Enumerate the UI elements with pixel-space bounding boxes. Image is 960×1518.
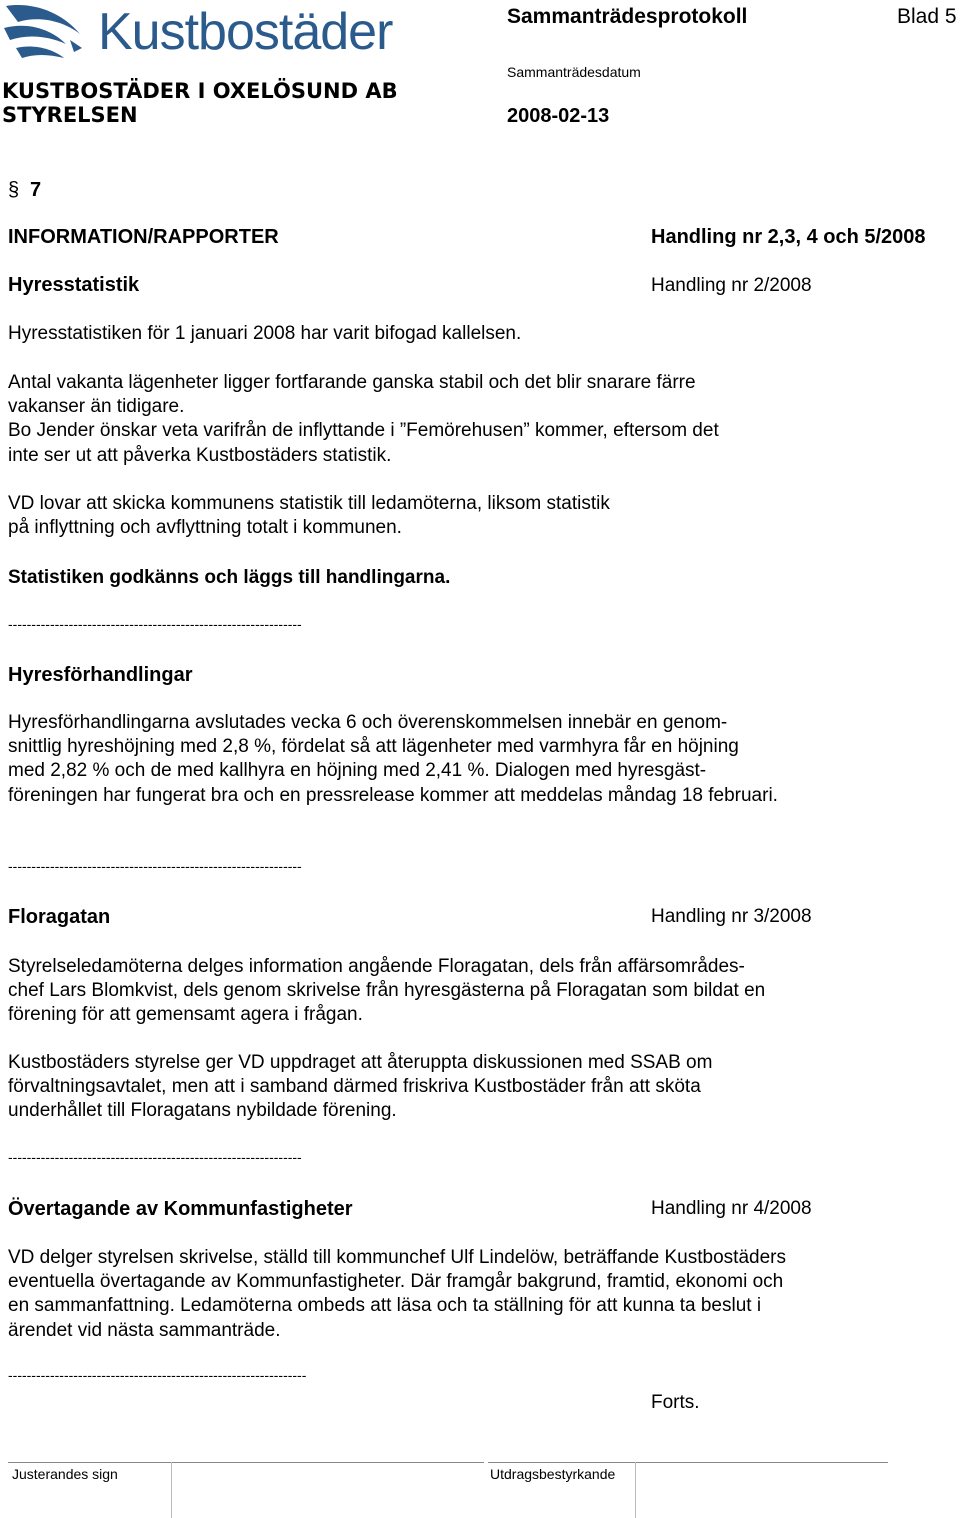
- paragraph-hyresstatistik-3: VD lovar att skicka kommunens statistik till ledamöterna, liksom statistik på inflyttning och avflyttning totalt i kommunen.: [8, 493, 610, 539]
- section-number: 7: [30, 179, 42, 201]
- company-name: KUSTBOSTÄDER I OXELÖSUND AB: [2, 79, 398, 103]
- logo-mark-icon: [0, 0, 90, 66]
- paragraph-floragatan-1: Styrelseledamöterna delges information angående Floragatan, dels från affärsområdes- chef Lars Blomkvist, dels genom skrivelse från hyresgästerna på Floragatan som bildat en förening för att gemensamt agera i frågan.: [8, 956, 766, 1026]
- footer-justerandes-sign: Justerandes sign: [12, 1466, 118, 1482]
- page-number: Blad 5: [897, 5, 957, 28]
- paragraph-hyresstatistik-2: Antal vakanta lägenheter ligger fortfarande ganska stabil och det blir snarare färre vakanser än tidigare. Bo Jender önskar veta varifrån de inflyttande i ”Femörehusen” kommer, eftersom det inte ser ut att påverka Kustbostäders statistik.: [8, 372, 719, 466]
- footer-rule-right: [488, 1462, 888, 1463]
- heading-floragatan: Floragatan: [8, 906, 111, 928]
- separator: ---------------------------------------------------------------: [8, 616, 302, 632]
- heading-hyresstatistik: Hyresstatistik: [8, 274, 140, 296]
- continued-label: Forts.: [651, 1392, 700, 1413]
- heading-overtagande: Övertagande av Kommunfastigheter: [8, 1198, 353, 1220]
- logo-wordmark: Kustbostäder: [98, 3, 393, 61]
- footer-divider: [635, 1462, 636, 1518]
- separator: ---------------------------------------------------------------: [8, 858, 302, 874]
- meeting-date: 2008-02-13: [507, 105, 610, 127]
- paragraph-overtagande: VD delger styrelsen skrivelse, ställd till kommunchef Ulf Lindelöw, beträffande Kustbostäders eventuella övertagande av Kommunfastigheter. Där framgår bakgrund, framtid, ekonomi och en sammanfattning. Ledamöterna ombeds att läsa och ta ställning för att kunna ta beslut i ärendet vid nästa sammanträde.: [8, 1247, 786, 1341]
- footer-rule-left: [8, 1462, 484, 1463]
- board-label: STYRELSEN: [2, 103, 138, 127]
- date-label: Sammanträdesdatum: [507, 64, 641, 80]
- footer-utdragsbestyrkande: Utdragsbestyrkande: [490, 1466, 616, 1482]
- company-logo: [0, 0, 440, 66]
- paragraph-floragatan-2: Kustbostäders styrelse ger VD uppdraget att återuppta diskussionen med SSAB om förvaltningsavtalet, men att i samband därmed friskriva Kustbostäder från att sköta underhållet till Floragatans nybildade förening.: [8, 1052, 713, 1122]
- paragraph-hyresstatistik-1: Hyresstatistiken för 1 januari 2008 har varit bifogad kallelsen.: [8, 323, 522, 344]
- handling-overtagande: Handling nr 4/2008: [651, 1198, 812, 1219]
- decision-hyresstatistik: Statistiken godkänns och läggs till handlingarna.: [8, 567, 451, 588]
- heading-hyresforhandlingar: Hyresförhandlingar: [8, 664, 193, 686]
- separator: ---------------------------------------------------------------: [8, 1149, 302, 1165]
- handling-floragatan: Handling nr 3/2008: [651, 906, 812, 927]
- footer-divider: [171, 1462, 172, 1518]
- section-symbol: §: [8, 179, 20, 201]
- handling-hyresstatistik: Handling nr 2/2008: [651, 275, 812, 296]
- section-handling: Handling nr 2,3, 4 och 5/2008: [651, 226, 926, 248]
- separator: ----------------------------------------------------------------: [8, 1367, 307, 1383]
- paragraph-hyresforhandlingar: Hyresförhandlingarna avslutades vecka 6 och överenskommelsen innebär en genom- snittlig hyreshöjning med 2,8 %, fördelat så att lägenheter med varmhyra får en höjning med 2,82 % och de med kallhyra en höjning med 2,41 %. Dialogen med hyresgäst- föreningen har fungerat bra och en pressrelease kommer att meddelas måndag 18 februari.: [8, 712, 778, 806]
- document-type: Sammanträdesprotokoll: [507, 5, 748, 28]
- section-title: INFORMATION/RAPPORTER: [8, 226, 279, 248]
